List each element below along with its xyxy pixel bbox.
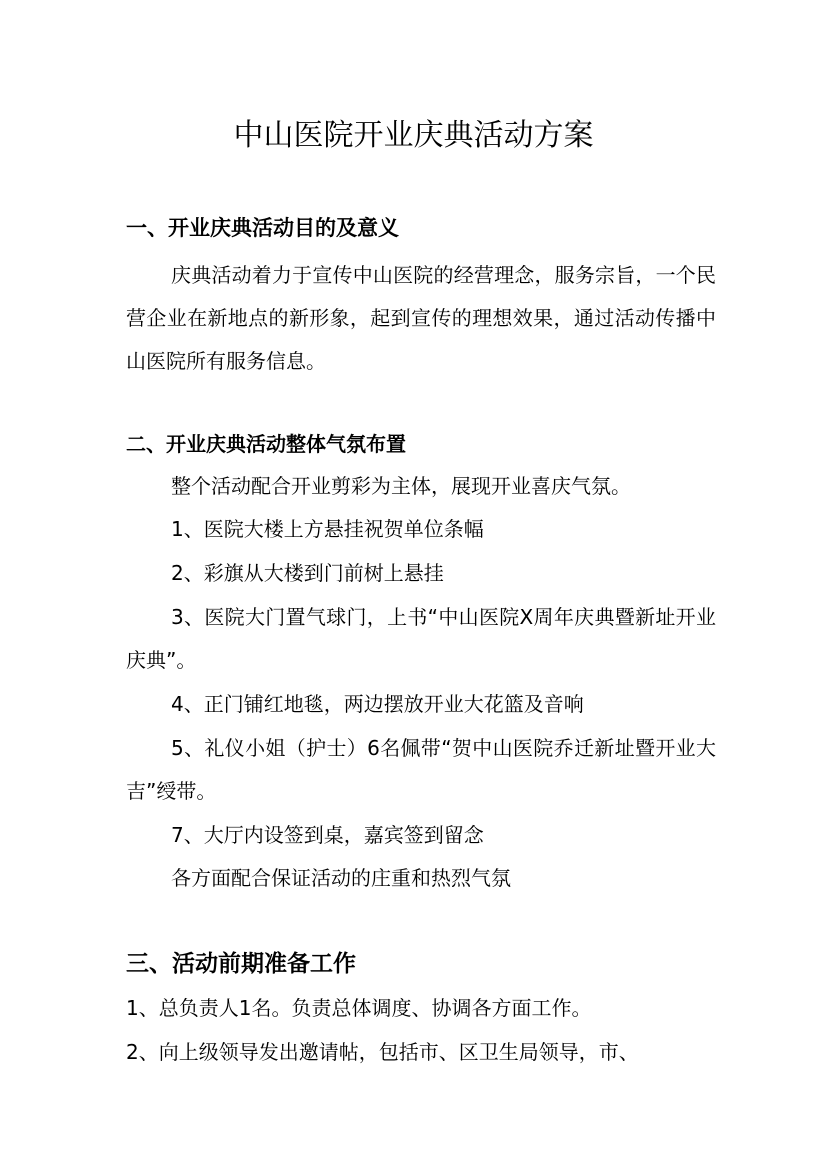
section-2-item-1: 1、医院大楼上方悬挂祝贺单位条幅 [171,517,484,541]
section-2-item-7: 7、大厅内设签到桌，嘉宾签到留念 [171,823,484,847]
section-2-item-3: 3、医院大门置气球门，上书“中山医院Ⅹ周年庆典暨新址开业庆典”。 [126,605,716,672]
document-title: 中山医院开业庆典活动方案 [233,118,594,153]
section-1-paragraph: 庆典活动着力于宣传中山医院的经营理念，服务宗旨，一个民营企业在新地点的新形象，起到宣传的理想效果，通过活动传播中山医院所有服务信息。 [126,263,716,373]
section-2-item-5: 5、礼仪小姐（护士）6名佩带“贺中山医院乔迁新址暨开业大吉”绶带。 [126,736,716,803]
section-3-heading: 三、活动前期准备工作 [126,951,356,977]
section-2-item-4: 4、正门铺红地毯，两边摆放开业大花篮及音响 [171,692,584,716]
section-2-item-2: 2、彩旗从大楼到门前树上悬挂 [171,561,444,585]
section-2-closing: 各方面配合保证活动的庄重和热烈气氛 [171,866,511,890]
section-2-heading: 二、开业庆典活动整体气氛布置 [126,432,406,456]
section-2-intro: 整个活动配合开业剪彩为主体，展现开业喜庆气氛。 [171,474,631,498]
section-3-item-1: 1、总负责人1名。负责总体调度、协调各方面工作。 [126,996,592,1020]
section-1-heading: 一、开业庆典活动目的及意义 [126,216,399,240]
section-3-item-2: 2、向上级领导发出邀请帖，包括市、区卫生局领导，市、 [126,1040,639,1064]
